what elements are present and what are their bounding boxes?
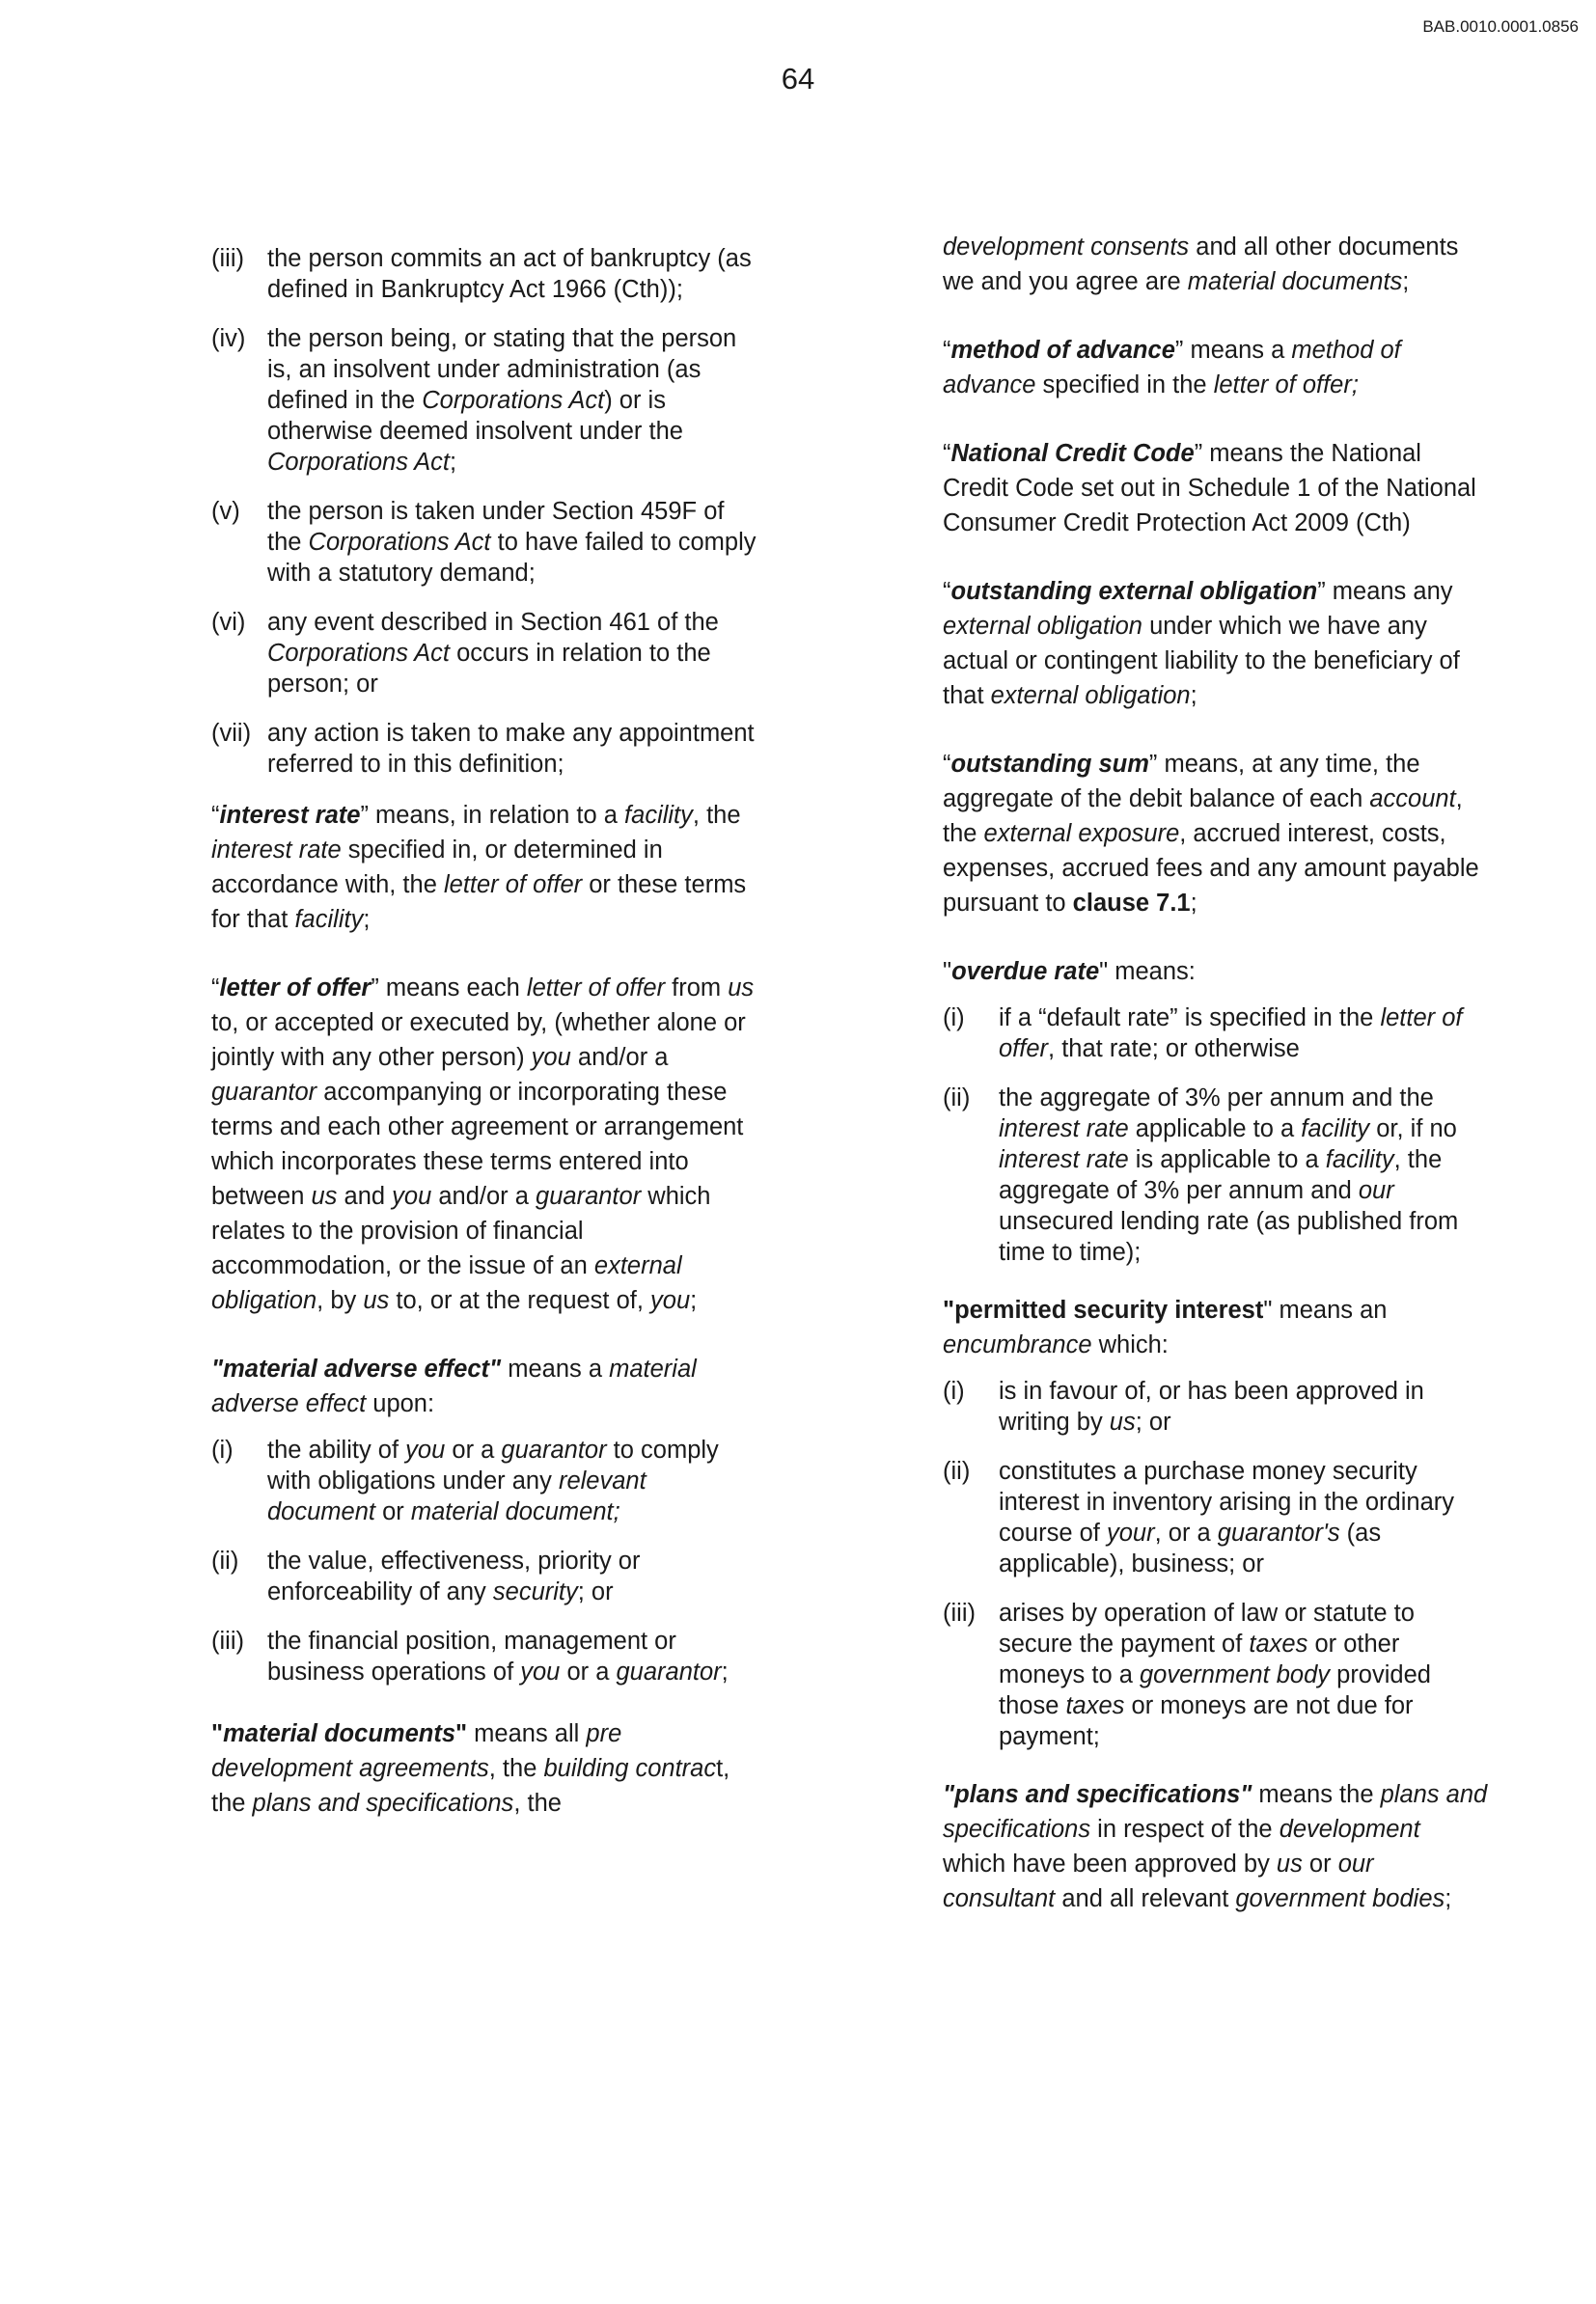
text-run: under which we have any actual or contingent liability to the beneficiary of that: [943, 613, 1460, 709]
text-run: occurs in relation to the person; or: [267, 640, 711, 698]
text-run: “: [943, 337, 951, 364]
text-run: ” means, in relation to a: [360, 802, 625, 829]
text-run: ": [455, 1720, 468, 1747]
text-run: the financial position, management or business operations of: [267, 1628, 676, 1686]
text-run: you: [520, 1659, 561, 1686]
text-run: ;: [1190, 890, 1197, 917]
insolvency-subclauses: [211, 243, 757, 780]
text-run: letter of offer: [999, 1004, 1463, 1062]
subclause-item: [211, 718, 757, 780]
text-run: "material adverse effect": [211, 1356, 502, 1383]
text-run: letter of offer;: [1213, 371, 1359, 398]
text-run: and all relevant: [1055, 1885, 1236, 1912]
subclause-text: [267, 243, 757, 305]
subclause-number: (iii): [943, 1600, 976, 1627]
text-run: us: [728, 974, 755, 1001]
text-run: government body: [1140, 1661, 1331, 1688]
overdue-rate-subclauses: [943, 1002, 1488, 1268]
text-run: the value, effectiveness, priority or enforceability of any: [267, 1548, 641, 1605]
subclause-number: (v): [211, 498, 240, 525]
document-id: BAB.0010.0001.0856: [1422, 17, 1579, 36]
subclause-number: (iii): [211, 1628, 244, 1655]
text-run: facility: [1301, 1115, 1370, 1142]
subclause-item: [211, 1546, 757, 1607]
text-run: means all: [467, 1720, 587, 1747]
subclause-item: [943, 1083, 1488, 1268]
text-run: and: [337, 1183, 393, 1210]
text-run: the person is taken under Section 459F of the: [267, 498, 725, 556]
text-run: development consents: [943, 233, 1190, 261]
text-run: our: [1358, 1177, 1394, 1204]
text-run: facility: [624, 802, 693, 829]
text-run: to have failed to comply with a statutory demand;: [267, 529, 757, 587]
text-run: applicable to a: [1128, 1115, 1302, 1142]
subclause-item: [943, 1376, 1488, 1438]
text-run: " means an: [1263, 1297, 1388, 1324]
subclause-item: [211, 323, 757, 478]
definition-letter-of-offer: [211, 971, 757, 1318]
text-run: ;: [1190, 682, 1197, 709]
text-run: constitutes a purchase money security interest in inventory arising in the ordinary course of: [999, 1458, 1454, 1547]
text-run: the ability of: [267, 1437, 406, 1464]
text-run: (as applicable), business; or: [999, 1520, 1382, 1577]
text-run: pre development agreements: [211, 1720, 622, 1782]
text-run: or a: [560, 1659, 617, 1686]
text-run: or: [375, 1498, 411, 1525]
right-column: [943, 230, 1488, 1950]
text-run: upon:: [366, 1390, 435, 1417]
text-run: or moneys are not due for payment;: [999, 1692, 1414, 1750]
text-run: Corporations Act: [267, 449, 450, 476]
text-run: , by: [316, 1287, 364, 1314]
text-run: means a: [501, 1356, 610, 1383]
text-run: us: [363, 1287, 390, 1314]
text-run: which:: [1091, 1331, 1169, 1358]
subclause-item: [943, 1598, 1488, 1752]
text-run: external obligation: [943, 613, 1142, 640]
text-run: , the: [943, 785, 1463, 847]
text-run: ) or is otherwise deemed insolvent under the: [267, 387, 683, 445]
text-run: us: [1109, 1409, 1136, 1436]
page-number: 64: [781, 62, 815, 96]
subclause-text: [999, 1376, 1488, 1438]
text-run: t, the: [211, 1755, 730, 1817]
text-run: arises by operation of law or statute to secure the payment of: [999, 1600, 1415, 1658]
text-run: “: [211, 802, 220, 829]
subclause-text: [267, 1626, 757, 1687]
text-run: security: [492, 1578, 578, 1605]
definition-national-credit-code: [943, 436, 1488, 540]
text-run: letter of offer: [219, 974, 371, 1001]
text-run: outstanding external obligation: [950, 578, 1318, 605]
text-run: “: [943, 440, 951, 467]
text-run: Corporations Act: [308, 529, 491, 556]
definition-interest-rate: [211, 798, 757, 937]
text-run: letter of offer: [443, 871, 583, 898]
subclause-number: (vi): [211, 609, 246, 636]
text-run: account: [1369, 785, 1456, 812]
subclause-text: [999, 1598, 1488, 1752]
text-run: us: [311, 1183, 338, 1210]
subclause-number: (iii): [211, 245, 244, 272]
text-run: the person commits an act of bankruptcy (as defined in Bankruptcy Act 1966 (Cth));: [267, 245, 752, 303]
material-adverse-subclauses: [211, 1435, 757, 1687]
subclause-number: (ii): [943, 1458, 971, 1485]
subclause-text: [267, 718, 757, 780]
subclause-number: (i): [211, 1437, 234, 1464]
text-run: taxes: [1065, 1692, 1125, 1719]
text-run: " means:: [1099, 958, 1196, 985]
permitted-security-subclauses: [943, 1376, 1488, 1752]
text-run: guarantor: [211, 1079, 317, 1106]
text-run: which relates to the provision of financial accommodation, or the issue of an: [211, 1183, 711, 1279]
text-run: or: [1302, 1851, 1338, 1878]
subclause-number: (i): [943, 1004, 965, 1031]
text-run: , the: [513, 1790, 562, 1817]
text-run: any action is taken to make any appointment referred to in this definition;: [267, 720, 755, 778]
text-run: relevant document: [267, 1467, 647, 1525]
text-run: ” means the National Credit Code set out in Schedule 1 of the National Consumer Credit Protection Act 2009 (Cth): [943, 440, 1476, 536]
text-run: unsecured lending rate (as published from time to time);: [999, 1208, 1459, 1266]
text-run: material documents: [1187, 268, 1403, 295]
text-run: guarantor: [616, 1659, 722, 1686]
text-run: “: [211, 974, 220, 1001]
text-run: from: [665, 974, 729, 1001]
text-run: specified in the: [1035, 371, 1214, 398]
text-run: guarantor's: [1217, 1520, 1340, 1547]
text-run: means the: [1252, 1781, 1381, 1808]
text-run: you: [392, 1183, 432, 1210]
text-run: facility: [294, 906, 364, 933]
text-run: material documents: [223, 1720, 455, 1747]
text-run: encumbrance: [943, 1331, 1092, 1358]
text-run: outstanding sum: [950, 751, 1149, 778]
definition-material-documents: [211, 1716, 757, 1821]
text-run: interest rate: [999, 1115, 1129, 1142]
subclause-item: [211, 496, 757, 589]
text-run: facility: [1325, 1146, 1394, 1173]
text-run: "plans and specifications": [943, 1781, 1252, 1808]
text-run: if a “default rate” is specified in the: [999, 1004, 1381, 1031]
text-run: the aggregate of 3% per annum and the: [999, 1084, 1434, 1111]
subclause-text: [999, 1083, 1488, 1268]
text-run: ;: [690, 1287, 698, 1314]
text-run: external obligation: [211, 1252, 682, 1314]
text-run: and/or a: [570, 1044, 669, 1071]
text-run: , accrued interest, costs, expenses, accrued fees and any amount payable pursuant to: [943, 820, 1479, 917]
text-run: or these terms for that: [211, 871, 747, 933]
subclause-item: [211, 243, 757, 305]
subclause-number: (ii): [943, 1084, 971, 1111]
text-run: any event described in Section 461 of the: [267, 609, 719, 636]
text-run: to comply with obligations under any: [267, 1437, 719, 1495]
definition-method-of-advance: [943, 333, 1488, 402]
material-documents-continued: [943, 230, 1488, 299]
text-run: ;: [721, 1659, 729, 1686]
text-run: or, if no: [1369, 1115, 1457, 1142]
text-run: you: [405, 1437, 446, 1464]
definition-outstanding-sum: [943, 747, 1488, 920]
text-run: ;: [363, 906, 371, 933]
text-run: provided those: [999, 1661, 1431, 1719]
text-run: ” means any: [1317, 578, 1453, 605]
subclause-text: [267, 607, 757, 699]
subclause-item: [211, 1435, 757, 1527]
text-run: development: [1279, 1816, 1420, 1843]
text-run: guarantor: [536, 1183, 642, 1210]
text-run: and/or a: [431, 1183, 537, 1210]
text-run: clause 7.1: [1072, 890, 1191, 917]
text-run: which have been approved by: [943, 1851, 1277, 1878]
text-run: building contrac: [543, 1755, 717, 1782]
text-run: ;: [1445, 1885, 1452, 1912]
subclause-number: (ii): [211, 1548, 239, 1575]
definition-permitted-security-interest: [943, 1293, 1488, 1362]
text-run: "permitted security interest: [943, 1297, 1264, 1324]
text-run: Corporations Act: [267, 640, 450, 667]
text-run: guarantor: [501, 1437, 607, 1464]
text-run: ” means a: [1174, 337, 1292, 364]
text-run: the person being, or stating that the person is, an insolvent under administration (as defined in the: [267, 325, 737, 414]
text-run: government bodies: [1235, 1885, 1445, 1912]
subclause-text: [267, 323, 757, 478]
text-run: material adverse effect: [211, 1356, 697, 1417]
subclause-number: (vii): [211, 720, 252, 747]
subclause-text: [999, 1002, 1488, 1064]
text-run: us: [1276, 1851, 1303, 1878]
subclause-item: [211, 607, 757, 699]
definition-material-adverse-effect: [211, 1352, 757, 1421]
text-run: is in favour of, or has been approved in writing by: [999, 1378, 1424, 1436]
text-run: National Credit Code: [950, 440, 1195, 467]
text-run: ;: [449, 449, 457, 476]
text-run: plans and specifications: [943, 1781, 1488, 1843]
text-run: and all other documents we and you agree are: [943, 233, 1459, 295]
text-run: plans and specifications: [252, 1790, 514, 1817]
text-run: overdue rate: [951, 958, 1100, 985]
text-run: is applicable to a: [1128, 1146, 1326, 1173]
subclause-number: (i): [943, 1378, 965, 1405]
text-run: “: [943, 578, 951, 605]
text-run: accompanying or incorporating these terms and each other agreement or arrangement which incorporates these terms entered into between: [211, 1079, 744, 1210]
text-run: ": [943, 958, 952, 985]
subclause-text: [267, 1435, 757, 1527]
subclause-text: [267, 1546, 757, 1607]
text-run: ; or: [1135, 1409, 1171, 1436]
text-run: ” means each: [371, 974, 527, 1001]
definition-outstanding-external-obligation: [943, 574, 1488, 713]
subclause-text: [267, 496, 757, 589]
subclause-number: (iv): [211, 325, 246, 352]
subclause-item: [211, 1626, 757, 1687]
text-run: ” means, at any time, the aggregate of the debit balance of each: [943, 751, 1420, 812]
text-run: interest rate: [999, 1146, 1129, 1173]
text-run: ": [211, 1720, 224, 1747]
text-run: specified in, or determined in accordance with, the: [211, 837, 663, 898]
text-run: in respect of the: [1090, 1816, 1280, 1843]
subclause-item: [943, 1456, 1488, 1579]
text-run: taxes: [1249, 1631, 1308, 1658]
text-run: your: [1106, 1520, 1155, 1547]
text-run: , the aggregate of 3% per annum and: [999, 1146, 1443, 1204]
text-run: to, or at the request of,: [389, 1287, 651, 1314]
text-run: ; or: [577, 1578, 614, 1605]
text-run: method of advance: [943, 337, 1401, 398]
text-run: our consultant: [943, 1851, 1374, 1912]
text-run: or a: [445, 1437, 502, 1464]
text-run: external exposure: [983, 820, 1180, 847]
left-column: [211, 243, 757, 1854]
text-run: you: [650, 1287, 691, 1314]
text-run: or other moneys to a: [999, 1631, 1400, 1688]
subclause-text: [999, 1456, 1488, 1579]
text-run: to, or accepted or executed by, (whether alone or jointly with any other person): [211, 1009, 746, 1071]
text-run: , the: [692, 802, 741, 829]
definition-overdue-rate: [943, 954, 1488, 989]
text-run: , or a: [1154, 1520, 1218, 1547]
text-run: you: [531, 1044, 571, 1071]
text-run: “: [943, 751, 951, 778]
text-run: , that rate; or otherwise: [1048, 1035, 1300, 1062]
text-run: Corporations Act: [422, 387, 605, 414]
definition-plans-and-specifications: [943, 1777, 1488, 1916]
text-run: letter of offer: [526, 974, 666, 1001]
text-run: method of advance: [950, 337, 1175, 364]
text-run: interest rate: [219, 802, 361, 829]
text-run: material document;: [410, 1498, 620, 1525]
text-run: external obligation: [990, 682, 1191, 709]
text-run: ;: [1402, 268, 1410, 295]
subclause-item: [943, 1002, 1488, 1064]
text-run: interest rate: [211, 837, 342, 864]
text-run: , the: [488, 1755, 544, 1782]
